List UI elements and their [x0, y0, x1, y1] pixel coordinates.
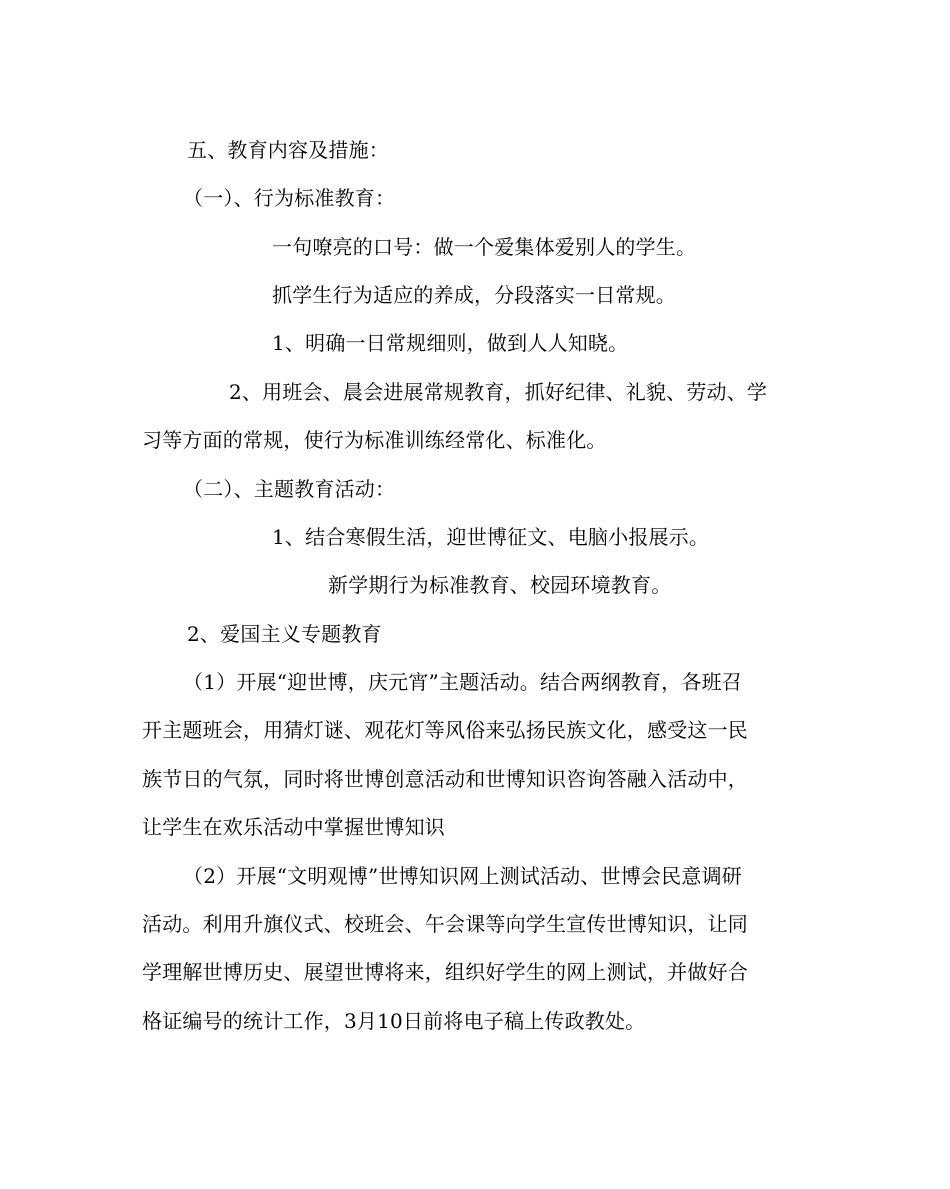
- section-heading: 五、教育内容及措施：: [187, 138, 389, 162]
- paragraph-line: 格证编号的统计工作，3月10日前将电子稿上传政教处。: [142, 1009, 646, 1033]
- paragraph-line: 让学生在欢乐活动中掌握世博知识: [142, 815, 445, 839]
- list-item: 2、爱国主义专题教育: [187, 622, 382, 646]
- subsection-heading-theme: （二）、主题教育活动：: [183, 477, 396, 501]
- list-item: 1、结合寒假生活，迎世博征文、电脑小报展示。: [272, 525, 710, 549]
- list-item: 1、明确一日常规细则，做到人人知晓。: [272, 331, 629, 355]
- paragraph-line: 活动。利用升旗仪式、校班会、午会课等向学生宣传世博知识，让同: [142, 912, 748, 936]
- paragraph-line: 一句嘹亮的口号：做一个爱集体爱别人的学生。: [272, 235, 697, 259]
- paragraph-line: 学理解世博历史、展望世博将来，组织好学生的网上测试，并做好合: [142, 960, 748, 984]
- paragraph-line: （2）开展“文明观博”世博知识网上测试活动、世博会民意调研: [183, 864, 742, 888]
- paragraph-line: 新学期行为标准教育、校园环境教育。: [328, 573, 672, 597]
- paragraph-line: 族节日的气氛，同时将世博创意活动和世博知识咨询答融入活动中，: [142, 767, 748, 791]
- paragraph-line: 习等方面的常规，使行为标准训练经常化、标准化。: [142, 428, 607, 452]
- list-item: 2、用班会、晨会进展常规教育，抓好纪律、礼貌、劳动、学: [229, 380, 768, 404]
- paragraph-line: （1）开展“迎世博，庆元宵”主题活动。结合两纲教育，各班召: [183, 670, 742, 694]
- paragraph-line: 开主题班会，用猜灯谜、观花灯等风俗来弘扬民族文化，感受这一民: [142, 718, 748, 742]
- paragraph-line: 抓学生行为适应的养成，分段落实一日常规。: [272, 283, 676, 307]
- subsection-heading-behavior: （一）、行为标准教育：: [183, 186, 396, 210]
